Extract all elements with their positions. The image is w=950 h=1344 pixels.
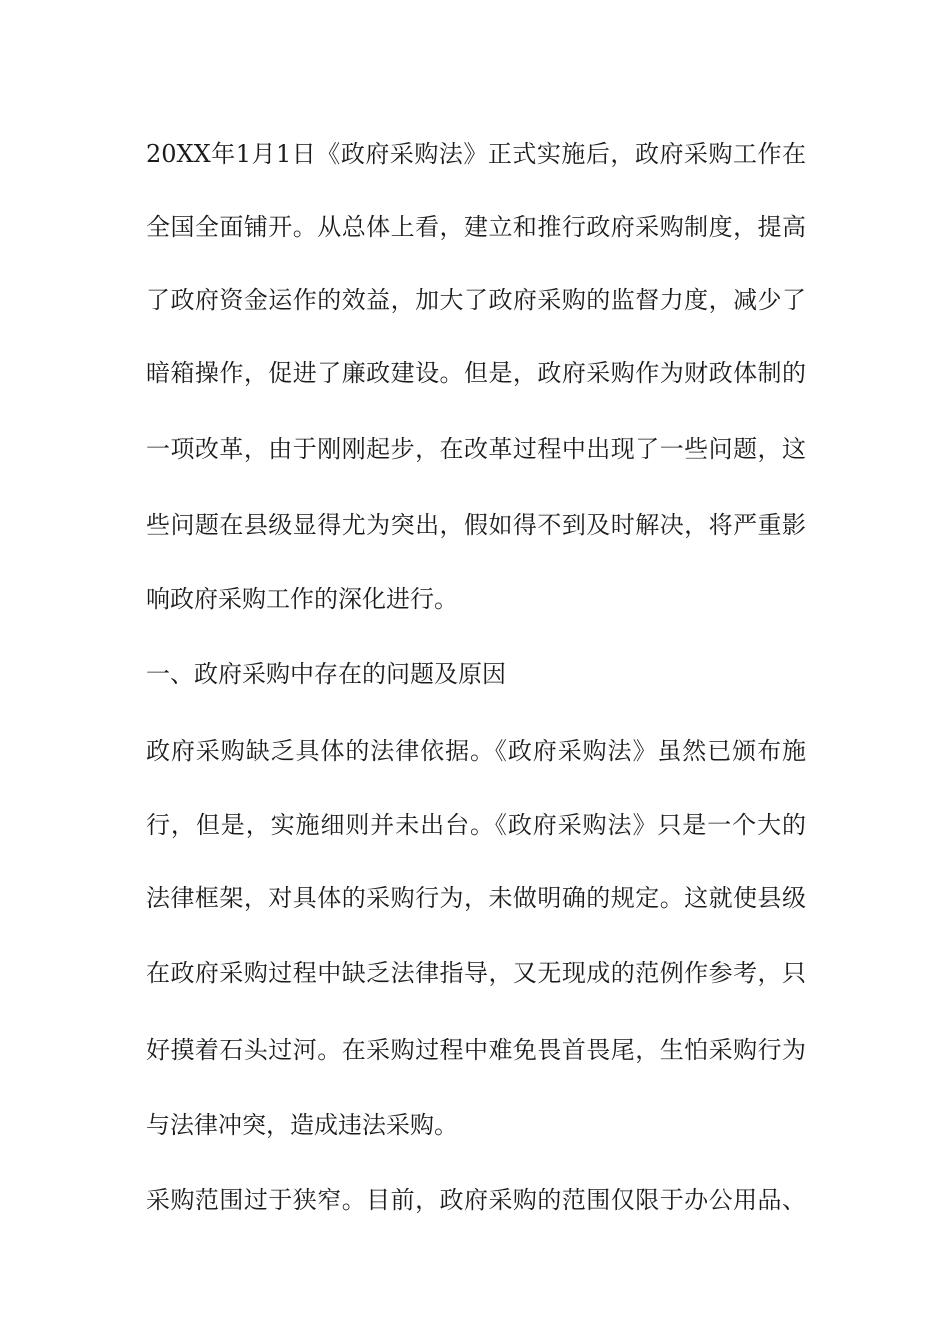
paragraph-1-line-7: 响政府采购工作的深化进行。 (146, 585, 458, 613)
paragraph-3-line-1: 采购范围过于狭窄。目前，政府采购的范围仅限于办公用品、 (146, 1186, 806, 1214)
paragraph-2-line-5: 好摸着石头过河。在采购过程中难免畏首畏尾，生怕采购行为 (146, 1036, 806, 1064)
paragraph-1-line-5: 一项改革，由于刚刚起步，在改革过程中出现了一些问题，这 (146, 435, 806, 463)
paragraph-1-line-4: 暗箱操作，促进了廉政建设。但是，政府采购作为财政体制的 (146, 359, 806, 387)
paragraph-2-line-4: 在政府采购过程中缺乏法律指导，又无现成的范例作参考，只 (146, 959, 806, 987)
paragraph-2-line-2: 行，但是，实施细则并未出台。《政府采购法》只是一个大的 (146, 811, 806, 839)
paragraph-1-line-6: 些问题在县级显得尤为突出，假如得不到及时解决，将严重影 (146, 511, 806, 539)
paragraph-2-line-1: 政府采购缺乏具体的法律依据。《政府采购法》虽然已颁布施 (146, 737, 806, 765)
section-heading: 一、政府采购中存在的问题及原因 (146, 660, 506, 688)
paragraph-2-line-6: 与法律冲突，造成违法采购。 (146, 1111, 458, 1139)
paragraph-2-line-3: 法律框架，对具体的采购行为，未做明确的规定。这就使县级 (146, 884, 806, 912)
paragraph-1-line-2: 全国全面铺开。从总体上看，建立和推行政府采购制度，提高 (146, 213, 806, 241)
paragraph-1-line-3: 了政府资金运作的效益，加大了政府采购的监督力度，减少了 (146, 286, 806, 314)
paragraph-1-line-1: 20XX年1月1日《政府采购法》正式实施后，政府采购工作在 (146, 140, 806, 168)
